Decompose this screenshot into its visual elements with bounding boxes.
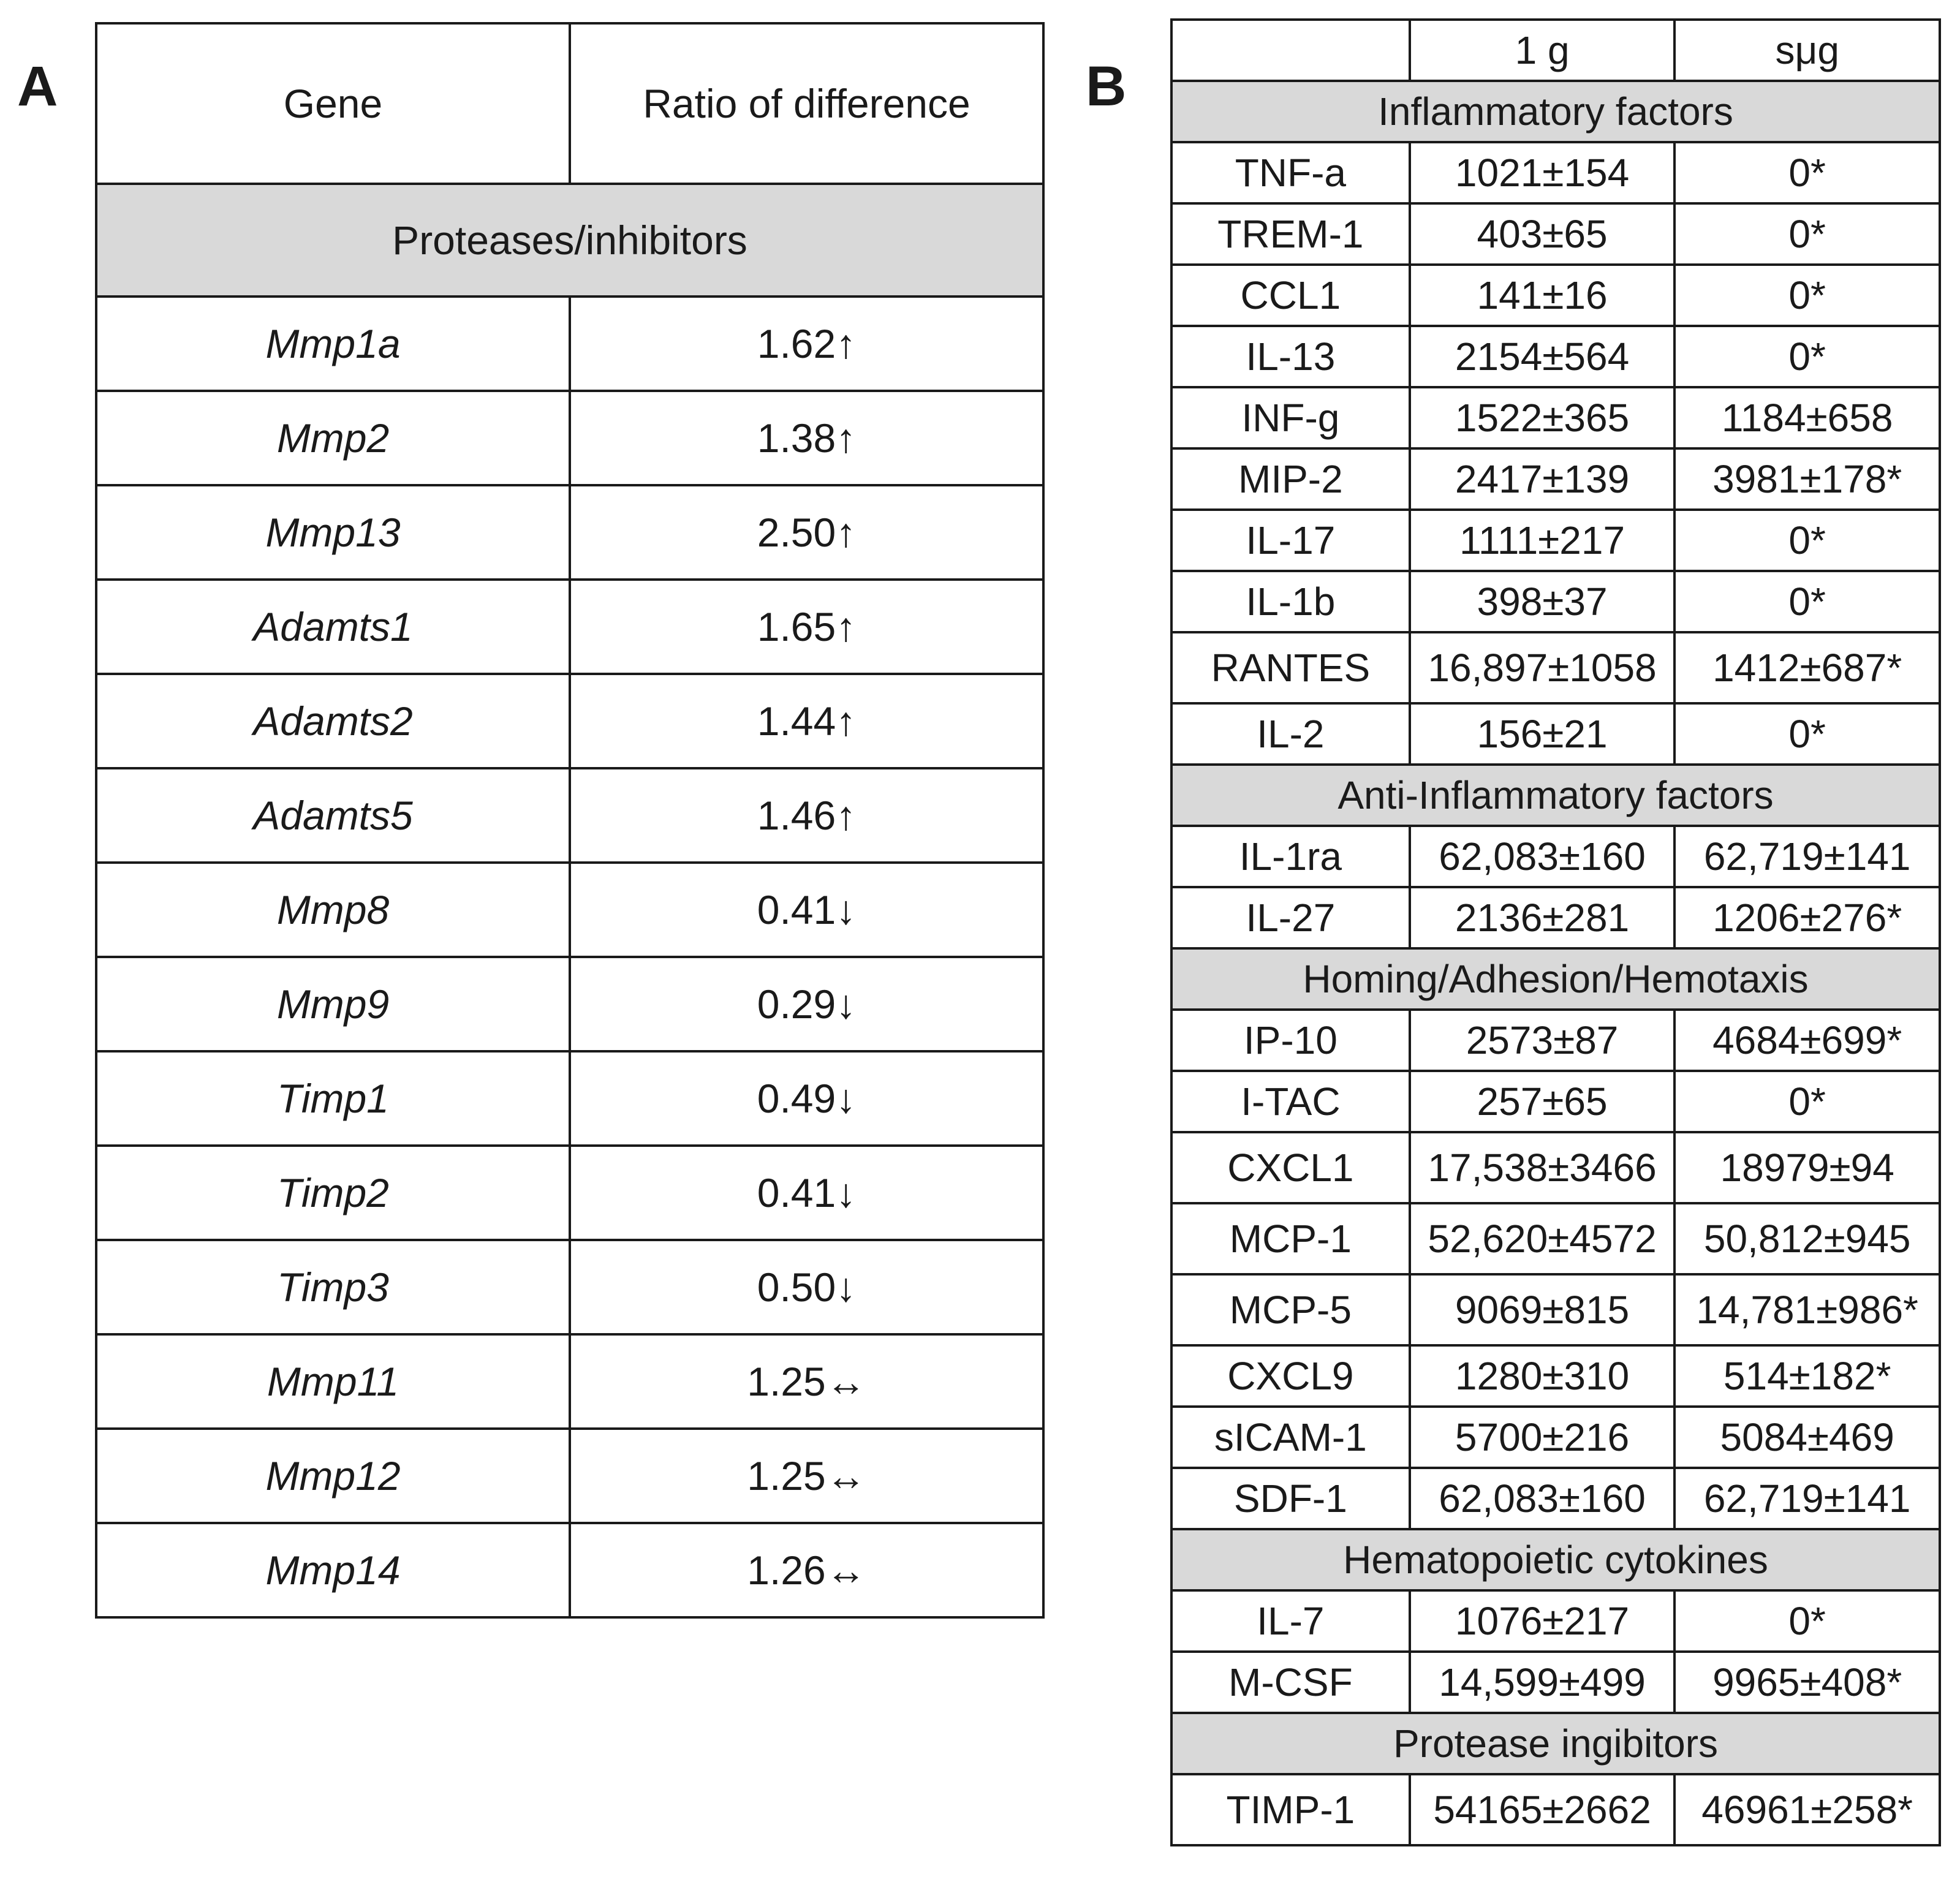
value-sug: 1184±658 xyxy=(1674,387,1940,448)
ratio-value: 2.50↑ xyxy=(570,485,1043,580)
value-1g: 403±65 xyxy=(1410,203,1675,265)
factor-name: MIP-2 xyxy=(1171,448,1410,510)
value-sug: 62,719±141 xyxy=(1674,1468,1940,1529)
factor-name: IL-13 xyxy=(1171,326,1410,387)
value-1g: 62,083±160 xyxy=(1410,1468,1675,1529)
table-row xyxy=(96,580,1043,674)
value-1g: 2136±281 xyxy=(1410,887,1675,948)
table-row xyxy=(1171,703,1940,765)
table-row xyxy=(96,1051,1043,1146)
section-header-row xyxy=(1171,1529,1940,1590)
ratio-column-header: Ratio of difference xyxy=(570,23,1043,184)
factor-name: IL-1ra xyxy=(1171,826,1410,887)
factor-name: M-CSF xyxy=(1171,1652,1410,1713)
ratio-value: 1.46↑ xyxy=(570,768,1043,863)
section-header-row xyxy=(1171,81,1940,142)
gene-name: Mmp11 xyxy=(96,1334,570,1429)
table-row xyxy=(96,1429,1043,1523)
gene-name: Adamts1 xyxy=(96,580,570,674)
factor-name: TIMP-1 xyxy=(1171,1774,1410,1845)
value-1g: 9069±815 xyxy=(1410,1274,1675,1345)
factor-name: CCL1 xyxy=(1171,265,1410,326)
table-row xyxy=(1171,265,1940,326)
table-row xyxy=(1171,632,1940,703)
value-1g: 62,083±160 xyxy=(1410,826,1675,887)
factor-name: IL-1b xyxy=(1171,571,1410,632)
ratio-value: 0.49↓ xyxy=(570,1051,1043,1146)
factor-name: MCP-5 xyxy=(1171,1274,1410,1345)
section-header-row xyxy=(96,184,1043,297)
ratio-value: 1.25↔ xyxy=(570,1429,1043,1523)
ratio-value: 1.65↑ xyxy=(570,580,1043,674)
ratio-value: 0.41↓ xyxy=(570,1146,1043,1240)
value-1g: 156±21 xyxy=(1410,703,1675,765)
ratio-value: 1.62↑ xyxy=(570,297,1043,391)
factor-name: TNF-a xyxy=(1171,142,1410,203)
protease-gene-table xyxy=(95,22,1045,1619)
ratio-value: 0.50↓ xyxy=(570,1240,1043,1334)
value-sug: 0* xyxy=(1674,142,1940,203)
table-row xyxy=(1171,1132,1940,1203)
table-row xyxy=(1171,203,1940,265)
factor-name: IL-27 xyxy=(1171,887,1410,948)
value-sug: 62,719±141 xyxy=(1674,826,1940,887)
factor-name: IL-7 xyxy=(1171,1590,1410,1652)
value-sug: 0* xyxy=(1674,326,1940,387)
table-row xyxy=(96,863,1043,957)
table-row xyxy=(1171,387,1940,448)
factor-name: INF-g xyxy=(1171,387,1410,448)
value-sug: 3981±178* xyxy=(1674,448,1940,510)
value-sug: 18979±94 xyxy=(1674,1132,1940,1203)
value-1g: 1111±217 xyxy=(1410,510,1675,571)
table-row xyxy=(96,957,1043,1051)
table-row xyxy=(1171,1407,1940,1468)
section-title: Homing/Adhesion/Hemotaxis xyxy=(1171,948,1940,1010)
gene-name: Timp1 xyxy=(96,1051,570,1146)
table-row xyxy=(96,1334,1043,1429)
section-title: Hematopoietic cytokines xyxy=(1171,1529,1940,1590)
value-1g: 2417±139 xyxy=(1410,448,1675,510)
ratio-value: 1.38↑ xyxy=(570,391,1043,485)
value-1g: 1280±310 xyxy=(1410,1345,1675,1407)
blank-header-cell xyxy=(1171,20,1410,81)
value-1g: 141±16 xyxy=(1410,265,1675,326)
table-row xyxy=(1171,1652,1940,1713)
value-sug: 4684±699* xyxy=(1674,1010,1940,1071)
table-row xyxy=(1171,826,1940,887)
gene-column-header: Gene xyxy=(96,23,570,184)
table-row xyxy=(1171,571,1940,632)
column-header-sug: sμg xyxy=(1674,20,1940,81)
value-1g: 54165±2662 xyxy=(1410,1774,1675,1845)
gene-name: Adamts5 xyxy=(96,768,570,863)
factor-name: IP-10 xyxy=(1171,1010,1410,1071)
value-1g: 398±37 xyxy=(1410,571,1675,632)
value-sug: 14,781±986* xyxy=(1674,1274,1940,1345)
factor-name: CXCL9 xyxy=(1171,1345,1410,1407)
table-row xyxy=(96,674,1043,768)
gene-name: Timp2 xyxy=(96,1146,570,1240)
table-row xyxy=(96,391,1043,485)
table-header-row xyxy=(1171,20,1940,81)
value-1g: 52,620±4572 xyxy=(1410,1203,1675,1274)
table-row xyxy=(96,297,1043,391)
gene-name: Mmp2 xyxy=(96,391,570,485)
section-title: Proteases/inhibitors xyxy=(96,184,1043,297)
column-header-1g: 1 g xyxy=(1410,20,1675,81)
value-sug: 0* xyxy=(1674,703,1940,765)
value-sug: 5084±469 xyxy=(1674,1407,1940,1468)
value-sug: 9965±408* xyxy=(1674,1652,1940,1713)
factor-name: MCP-1 xyxy=(1171,1203,1410,1274)
table-row xyxy=(1171,1274,1940,1345)
gene-name: Mmp14 xyxy=(96,1523,570,1617)
table-row xyxy=(1171,1468,1940,1529)
factor-name: I-TAC xyxy=(1171,1071,1410,1132)
factor-name: IL-17 xyxy=(1171,510,1410,571)
value-1g: 257±65 xyxy=(1410,1071,1675,1132)
gene-name: Mmp13 xyxy=(96,485,570,580)
value-1g: 5700±216 xyxy=(1410,1407,1675,1468)
value-1g: 1522±365 xyxy=(1410,387,1675,448)
ratio-value: 1.44↑ xyxy=(570,674,1043,768)
table-row xyxy=(1171,510,1940,571)
table-row xyxy=(1171,448,1940,510)
gene-name: Timp3 xyxy=(96,1240,570,1334)
ratio-value: 1.26↔ xyxy=(570,1523,1043,1617)
ratio-value: 0.41↓ xyxy=(570,863,1043,957)
section-header-row xyxy=(1171,765,1940,826)
gene-name: Mmp12 xyxy=(96,1429,570,1523)
gene-name: Adamts2 xyxy=(96,674,570,768)
table-row xyxy=(1171,1203,1940,1274)
value-1g: 1021±154 xyxy=(1410,142,1675,203)
ratio-value: 0.29↓ xyxy=(570,957,1043,1051)
table-row xyxy=(1171,1010,1940,1071)
value-sug: 514±182* xyxy=(1674,1345,1940,1407)
table-row xyxy=(1171,1590,1940,1652)
table-row xyxy=(1171,1345,1940,1407)
value-sug: 0* xyxy=(1674,1590,1940,1652)
section-title: Protease ingibitors xyxy=(1171,1713,1940,1774)
table-row xyxy=(96,485,1043,580)
factor-name: TREM-1 xyxy=(1171,203,1410,265)
panel-b-label: B xyxy=(1086,55,1127,118)
value-sug: 1206±276* xyxy=(1674,887,1940,948)
table-row xyxy=(1171,1774,1940,1845)
value-1g: 2154±564 xyxy=(1410,326,1675,387)
value-sug: 0* xyxy=(1674,265,1940,326)
value-1g: 1076±217 xyxy=(1410,1590,1675,1652)
gene-name: Mmp1a xyxy=(96,297,570,391)
section-header-row xyxy=(1171,1713,1940,1774)
value-1g: 16,897±1058 xyxy=(1410,632,1675,703)
ratio-value: 1.25↔ xyxy=(570,1334,1043,1429)
panel-a-label: A xyxy=(17,55,58,118)
table-row xyxy=(1171,1071,1940,1132)
section-title: Inflammatory factors xyxy=(1171,81,1940,142)
value-sug: 0* xyxy=(1674,203,1940,265)
value-sug: 0* xyxy=(1674,510,1940,571)
table-row xyxy=(96,768,1043,863)
factor-name: SDF-1 xyxy=(1171,1468,1410,1529)
gene-name: Mmp9 xyxy=(96,957,570,1051)
gene-name: Mmp8 xyxy=(96,863,570,957)
factor-name: sICAM-1 xyxy=(1171,1407,1410,1468)
value-1g: 2573±87 xyxy=(1410,1010,1675,1071)
value-sug: 0* xyxy=(1674,571,1940,632)
table-row xyxy=(1171,887,1940,948)
value-sug: 50,812±945 xyxy=(1674,1203,1940,1274)
factor-name: RANTES xyxy=(1171,632,1410,703)
value-1g: 17,538±3466 xyxy=(1410,1132,1675,1203)
value-sug: 1412±687* xyxy=(1674,632,1940,703)
factor-name: CXCL1 xyxy=(1171,1132,1410,1203)
value-sug: 0* xyxy=(1674,1071,1940,1132)
section-title: Anti-Inflammatory factors xyxy=(1171,765,1940,826)
cytokine-table xyxy=(1170,18,1941,1846)
table-row xyxy=(1171,142,1940,203)
table-row xyxy=(96,1146,1043,1240)
value-1g: 14,599±499 xyxy=(1410,1652,1675,1713)
table-row xyxy=(1171,326,1940,387)
table-header-row xyxy=(96,23,1043,184)
table-row xyxy=(96,1523,1043,1617)
table-row xyxy=(96,1240,1043,1334)
value-sug: 46961±258* xyxy=(1674,1774,1940,1845)
section-header-row xyxy=(1171,948,1940,1010)
factor-name: IL-2 xyxy=(1171,703,1410,765)
